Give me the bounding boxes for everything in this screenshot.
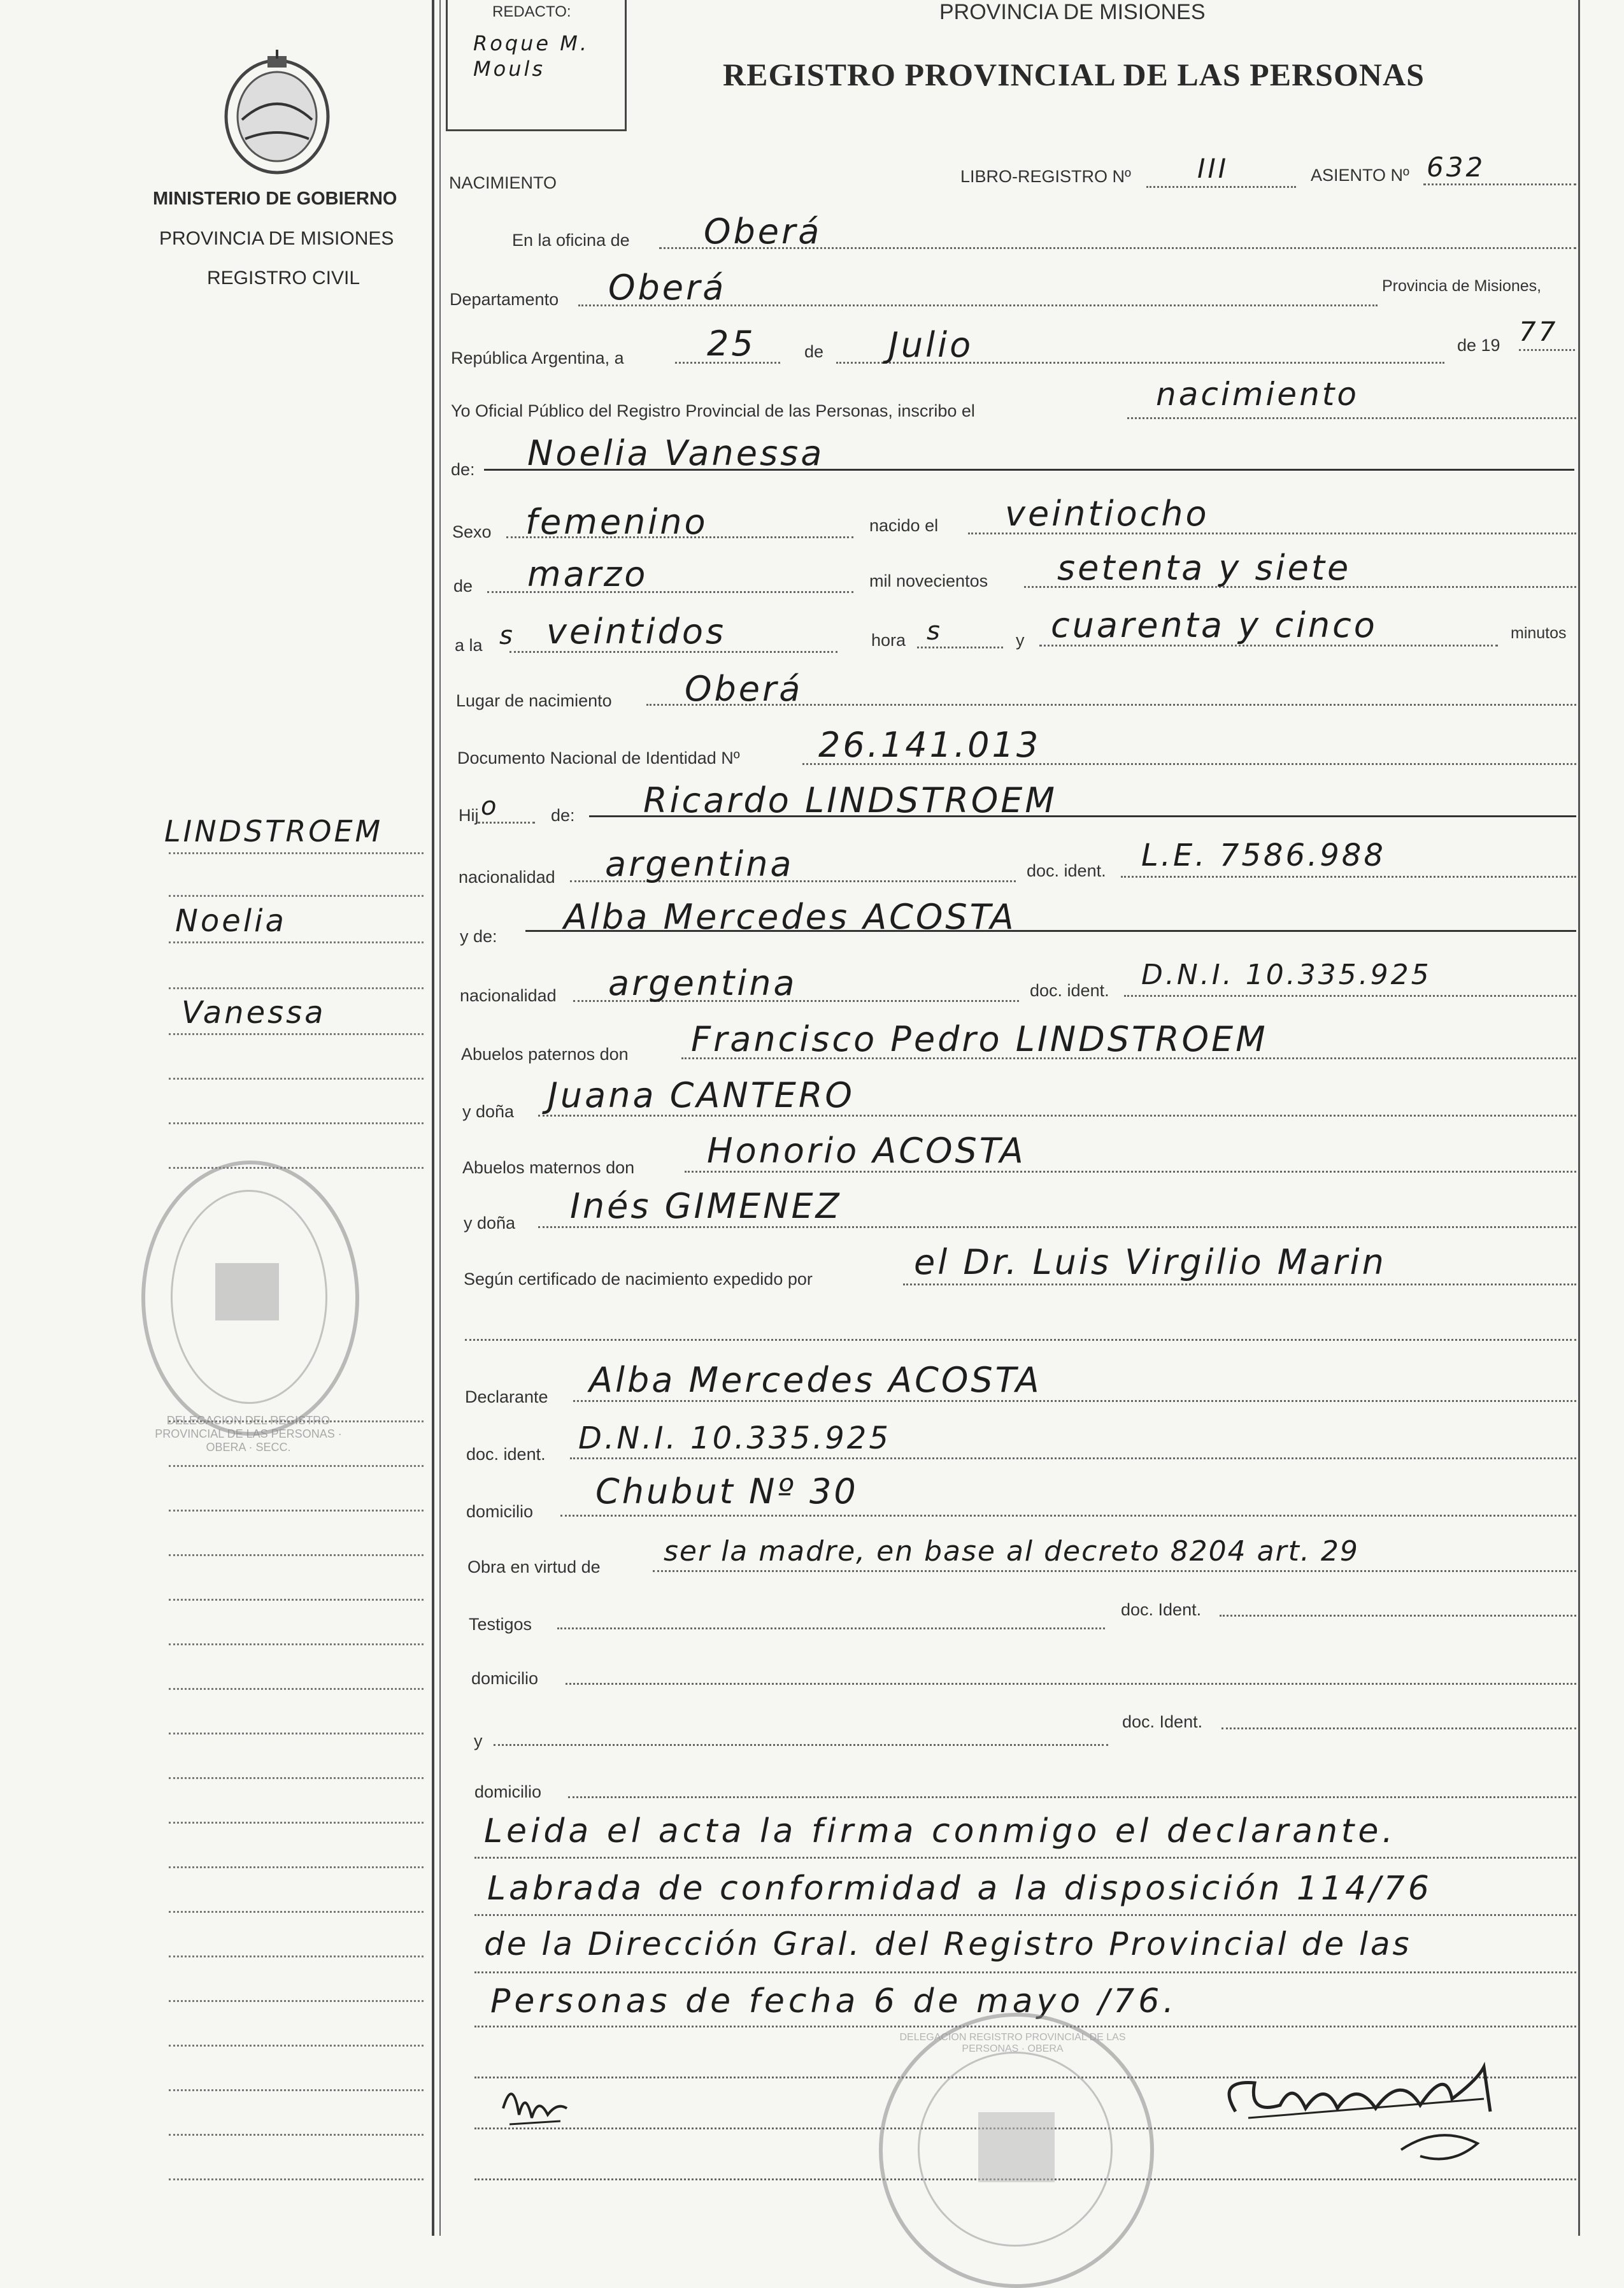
fecha-anio-label: de 19 <box>1457 336 1500 355</box>
test2-doc-label: doc. Ident. <box>1122 1712 1203 1731</box>
hijo-suffix: o <box>481 792 499 821</box>
decl-doc-label: doc. ident. <box>466 1445 546 1464</box>
delegation-stamp-left <box>141 1161 359 1436</box>
alas-label: a la <box>455 636 483 655</box>
ministry-line1: MINISTERIO DE GOBIERNO <box>153 189 397 209</box>
nac2-label: nacionalidad <box>460 986 557 1005</box>
dom2-label: domicilio <box>471 1669 539 1688</box>
margin-second-name: Vanessa <box>182 995 326 1031</box>
certif-label: Según certificado de nacimiento expedido por <box>464 1269 813 1289</box>
coat-of-arms-icon <box>217 50 338 177</box>
abpat-label: Abuelos paternos don <box>461 1045 629 1064</box>
delegation-stamp-bottom-text: DELEGACION REGISTRO PROVINCIAL DE LAS PERSONAS · OBERA <box>899 2032 1126 2054</box>
sexo-label: Sexo <box>452 522 492 541</box>
asiento-value: 632 <box>1427 152 1486 183</box>
ydona2-value: Inés GIMENEZ <box>570 1186 842 1226</box>
redacto-label: REDACTO: <box>492 3 571 20</box>
ydona2-label: y doña <box>464 1213 516 1233</box>
nac1-label: nacionalidad <box>459 868 555 887</box>
remark-line-1: Leida el acta la firma conmigo el declarante. <box>484 1812 1397 1850</box>
redacto-box <box>446 0 627 131</box>
ydona1-value: Juana CANTERO <box>548 1075 855 1115</box>
lugar-value: Oberá <box>685 669 803 709</box>
remark-line-2: Labrada de conformidad a la disposición 114/76 <box>487 1870 1432 1908</box>
ministry-line3: REGISTRO CIVIL <box>207 268 360 289</box>
horas-suffix: s <box>927 617 943 646</box>
fecha-label: República Argentina, a <box>451 348 624 368</box>
oficina-label: En la oficina de <box>512 231 630 250</box>
y-label: y <box>1016 631 1025 650</box>
alas-suffix: s <box>499 621 515 650</box>
fecha-dia: 25 <box>707 324 756 364</box>
obra-label: Obra en virtud de <box>467 1557 601 1577</box>
hora-value: veintidos <box>546 611 727 652</box>
nacido-label: nacido el <box>869 516 939 535</box>
redacto-value: Roque M. Mouls <box>473 31 590 81</box>
departamento-label: Departamento <box>450 290 559 309</box>
dom3-label: domicilio <box>474 1782 542 1801</box>
abpat-value: Francisco Pedro LINDSTROEM <box>691 1019 1268 1059</box>
declarante-value: Alba Mercedes ACOSTA <box>589 1360 1042 1400</box>
testigos-label: Testigos <box>469 1615 532 1634</box>
remark-line-3: de la Dirección Gral. del Registro Provincial de las <box>484 1926 1412 1963</box>
inscribo-label: Yo Oficial Público del Registro Provincial de las Personas, inscribo el <box>451 401 975 420</box>
domicilio-value: Chubut Nº 30 <box>595 1471 858 1512</box>
domicilio-label: domicilio <box>466 1502 534 1521</box>
docident1-value: L.E. 7586.988 <box>1141 838 1386 873</box>
inscribo-value: nacimiento <box>1156 376 1359 413</box>
docident1-label: doc. ident. <box>1027 861 1106 880</box>
sexo-value: femenino <box>525 502 708 542</box>
nombre-value: Noelia Vanessa <box>527 433 825 473</box>
abmat-label: Abuelos maternos don <box>462 1158 635 1177</box>
fecha-anio-value: 77 <box>1519 316 1558 347</box>
dni-label: Documento Nacional de Identidad Nº <box>457 748 740 768</box>
minutos-value: cuarenta y cinco <box>1051 605 1378 645</box>
fecha-de: de <box>804 342 824 361</box>
ydona1-label: y doña <box>462 1102 515 1121</box>
padre-value: Ricardo LINDSTROEM <box>643 780 1057 820</box>
anio-value: setenta y siete <box>1057 548 1351 588</box>
asiento-label: ASIENTO Nº <box>1311 166 1409 185</box>
header-province: PROVINCIA DE MISIONES <box>939 0 1206 24</box>
horas-label: hora <box>871 631 906 650</box>
de2-label: de <box>453 576 473 596</box>
form-left-border <box>432 0 434 2236</box>
margin-surname: LINDSTROEM <box>164 814 383 848</box>
remark-line-4: Personas de fecha 6 de mayo /76. <box>490 1982 1178 2020</box>
delegation-stamp-left-text: DELEGACION DEL REGISTRO PROVINCIAL DE LAS PERSONAS · OBERA · SECC. <box>155 1414 342 1454</box>
ministry-line2: PROVINCIA DE MISIONES <box>159 228 394 249</box>
provincia-label: Provincia de Misiones, <box>1382 277 1542 295</box>
docident2-value: D.N.I. 10.335.925 <box>1141 959 1432 991</box>
lugar-label: Lugar de nacimiento <box>456 691 612 710</box>
oficina-value: Oberá <box>704 211 822 252</box>
margin-first-name: Noelia <box>175 903 287 939</box>
yde-label: y de: <box>460 927 497 946</box>
departamento-value: Oberá <box>608 268 727 308</box>
y2-label: y <box>474 1731 483 1750</box>
libro-label: LIBRO-REGISTRO Nº <box>960 167 1131 186</box>
nacido-value: veintiocho <box>1005 494 1209 534</box>
declarante-label: Declarante <box>465 1387 548 1406</box>
page-title: REGISTRO PROVINCIAL DE LAS PERSONAS <box>723 57 1425 92</box>
de-label: de: <box>451 460 475 479</box>
minutos-label: minutos <box>1511 624 1567 642</box>
hijo-de-label: de: <box>551 806 575 825</box>
nac2-value: argentina <box>608 963 797 1003</box>
test-doc-label: doc. Ident. <box>1121 1600 1202 1619</box>
abmat-value: Honorio ACOSTA <box>707 1131 1026 1171</box>
obra-value: ser la madre, en base al decreto 8204 art. 29 <box>664 1535 1359 1568</box>
signature-right <box>1210 2054 1554 2182</box>
act-type-label: NACIMIENTO <box>449 173 557 192</box>
docident2-label: doc. ident. <box>1030 981 1109 1000</box>
dni-value: 26.141.013 <box>818 725 1041 765</box>
hijo-label: Hij <box>459 806 479 825</box>
signature-left <box>497 2070 573 2140</box>
libro-value: III <box>1197 153 1229 184</box>
madre-value: Alba Mercedes ACOSTA <box>564 897 1016 937</box>
decl-doc-value: D.N.I. 10.335.925 <box>578 1420 891 1456</box>
fecha-mes: Julio <box>888 325 974 365</box>
mes-value: marzo <box>527 554 648 594</box>
mil-label: mil novecientos <box>869 571 988 590</box>
nac1-value: argentina <box>605 844 794 884</box>
form-left-border-inner <box>439 0 441 2236</box>
form-right-border <box>1578 0 1580 2236</box>
certif-value: el Dr. Luis Virgilio Marin <box>914 1242 1386 1282</box>
